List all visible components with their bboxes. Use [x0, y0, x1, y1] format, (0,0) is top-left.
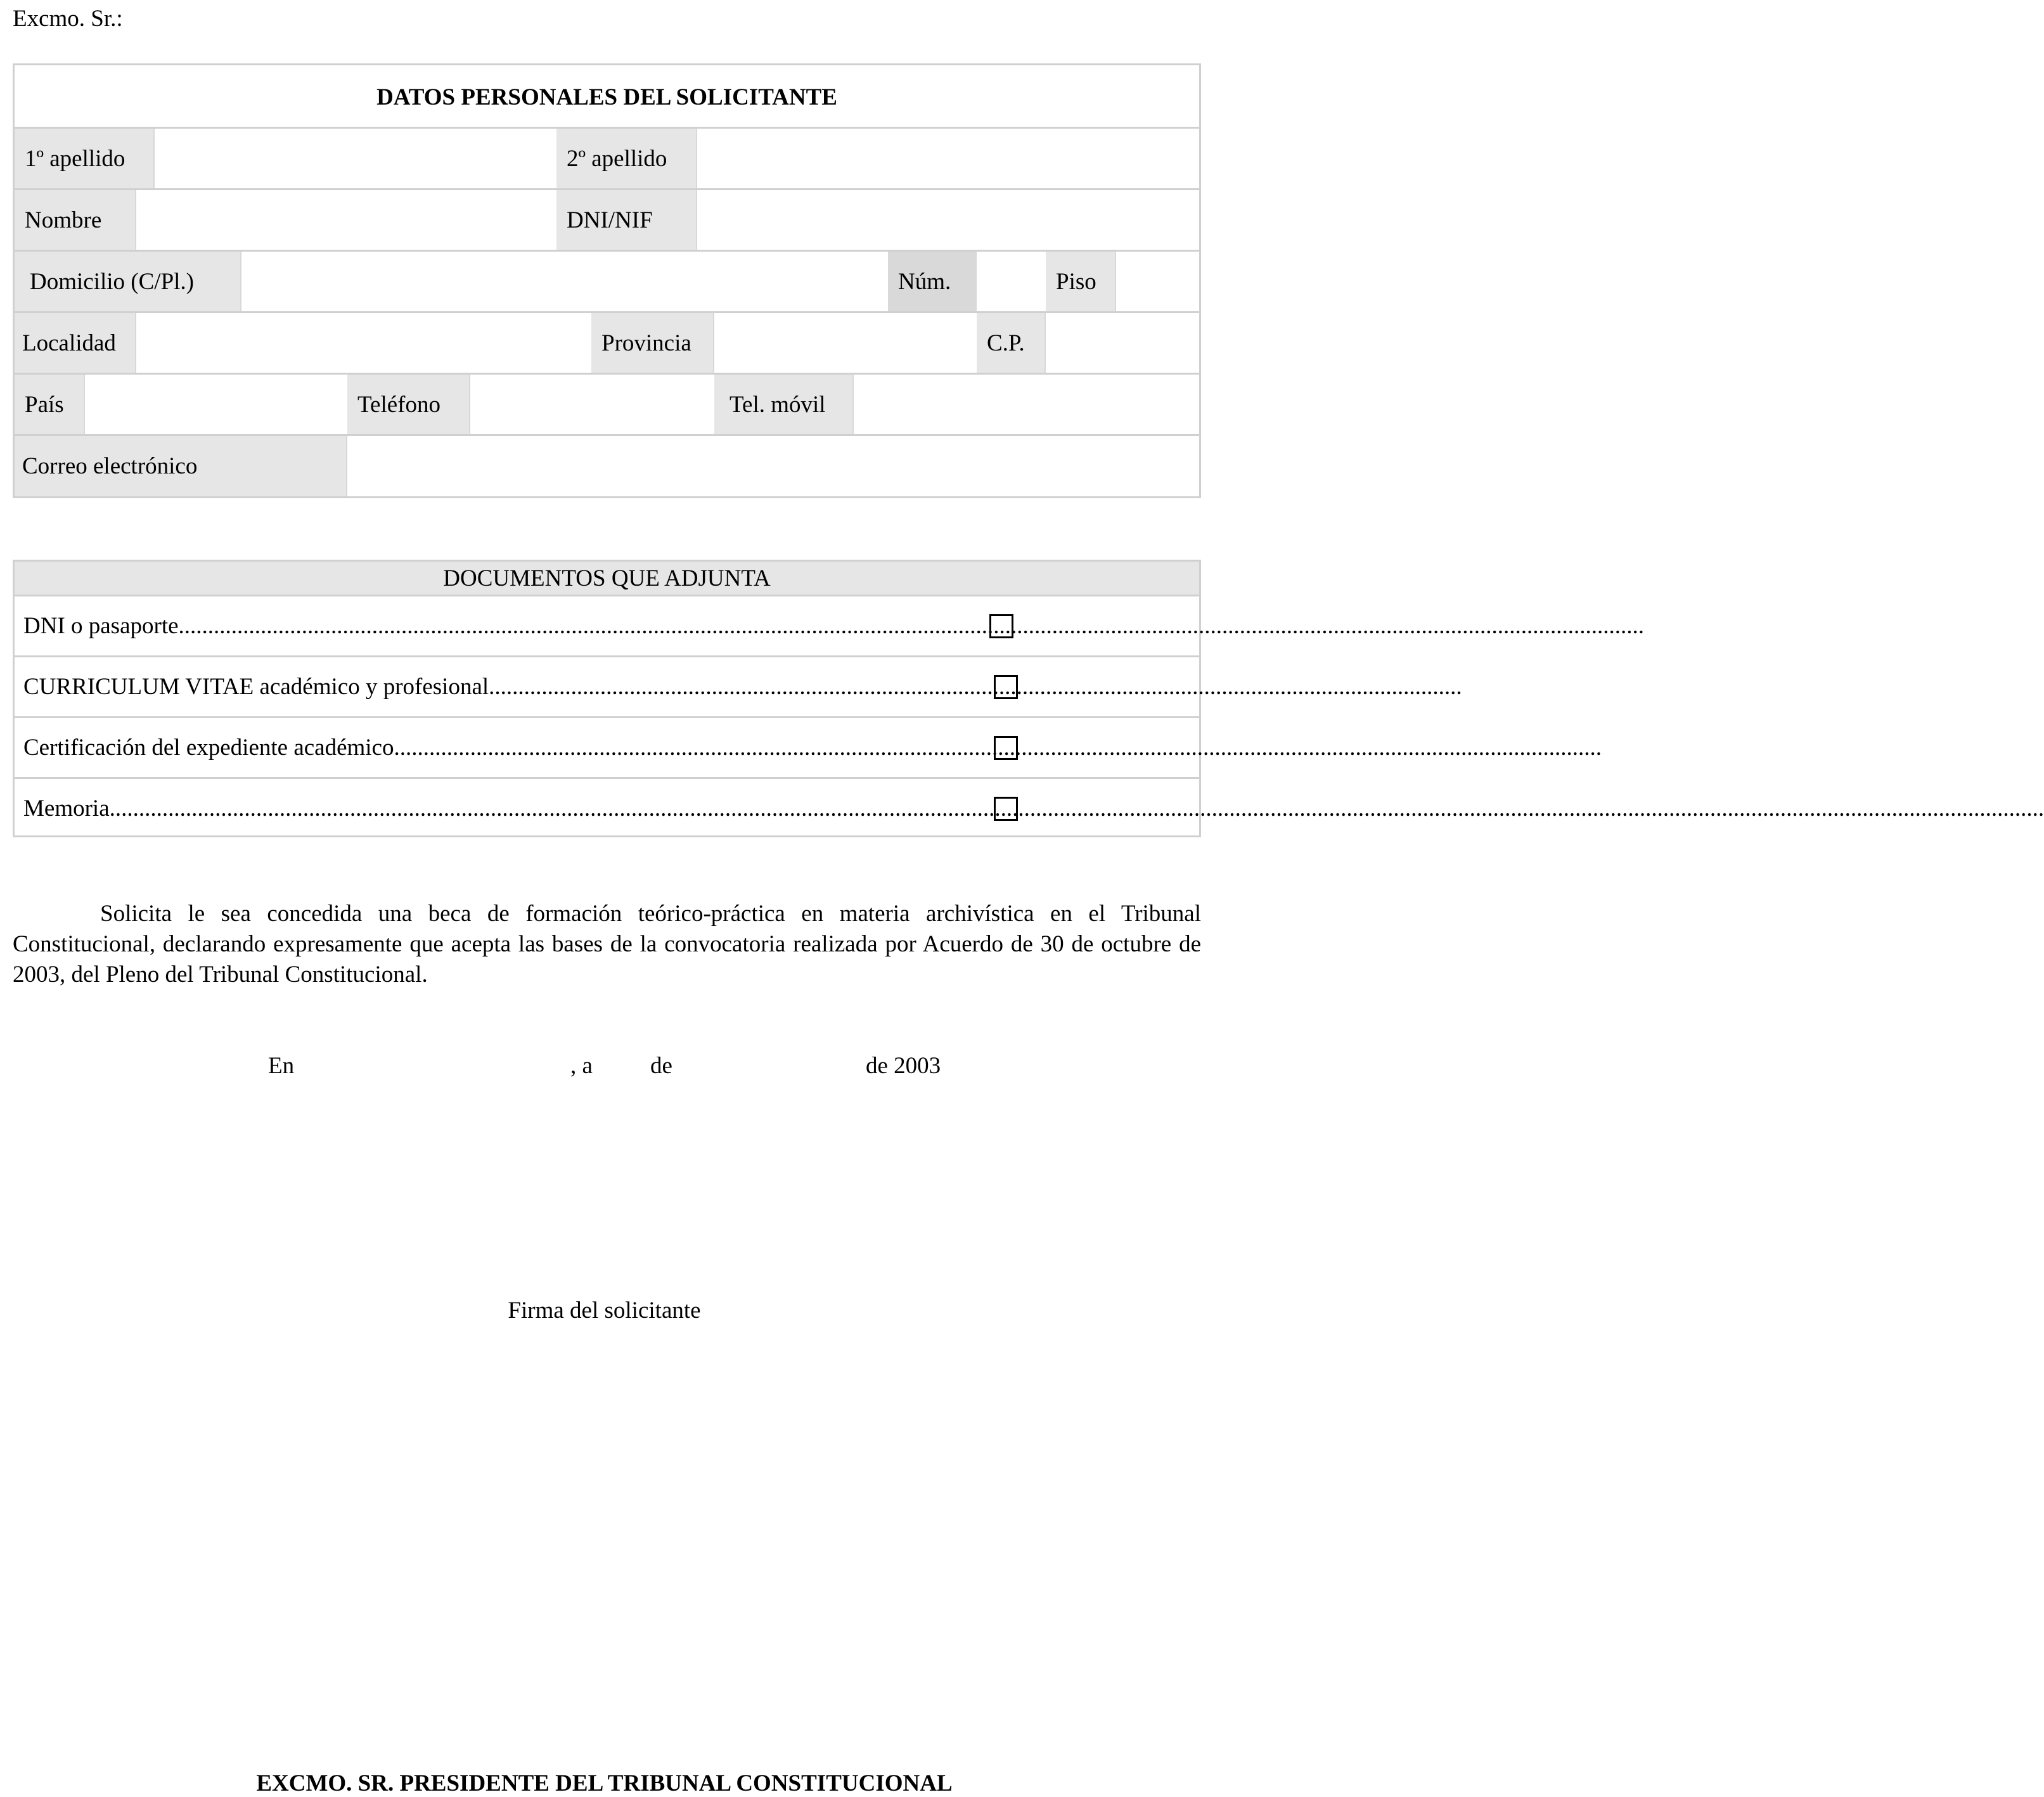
document-label: DNI o pasaporte [23, 613, 179, 639]
field-domicilio[interactable] [241, 252, 888, 311]
label-nombre: Nombre [15, 190, 136, 250]
row-address [15, 250, 1199, 311]
label-correo: Correo electrónico [15, 436, 347, 496]
label-domicilio: Domicilio (C/Pl.) [15, 252, 241, 311]
document-item [15, 777, 2044, 838]
field-correo[interactable] [347, 436, 1199, 496]
place-en: En [268, 1053, 295, 1079]
document-item [15, 595, 1645, 655]
field-telefono[interactable] [470, 375, 714, 434]
signature-label: Firma del solicitante [508, 1298, 701, 1324]
row-email [15, 434, 1199, 496]
dot-leader: ...................................................................................................................................................................... [489, 674, 1462, 700]
field-piso[interactable] [1116, 252, 1199, 311]
dot-leader: .......................................................................................................................................................................................................................................................................................................................................... [109, 795, 2044, 821]
label-apellido2: 2º apellido [556, 129, 697, 188]
date-a: , a [570, 1053, 593, 1079]
checkbox-memoria[interactable] [994, 797, 1018, 821]
field-apellido1[interactable] [155, 129, 556, 188]
field-dni[interactable] [697, 190, 1199, 250]
date-de: de [650, 1053, 672, 1079]
field-apellido2[interactable] [697, 129, 1199, 188]
checkbox-dni[interactable] [989, 614, 1013, 638]
field-localidad[interactable] [136, 313, 591, 373]
label-dni: DNI/NIF [556, 190, 697, 250]
personal-data-table [13, 63, 1201, 498]
label-movil: Tel. móvil [714, 375, 854, 434]
documents-title: DOCUMENTOS QUE ADJUNTA [15, 562, 1199, 595]
label-piso: Piso [1046, 252, 1116, 311]
document-item [15, 655, 1462, 716]
checkbox-certificacion[interactable] [994, 736, 1018, 760]
label-apellido1: 1º apellido [15, 129, 155, 188]
field-nombre[interactable] [136, 190, 556, 250]
row-phones [15, 373, 1199, 434]
row-name [15, 188, 1199, 250]
date-year: de 2003 [866, 1053, 941, 1079]
documents-table [13, 560, 2044, 837]
label-cp: C.P. [977, 313, 1046, 373]
row-locality [15, 311, 1199, 373]
addressee: EXCMO. SR. PRESIDENTE DEL TRIBUNAL CONSTITUCIONAL [256, 1770, 953, 1796]
field-movil[interactable] [854, 375, 1199, 434]
personal-data-title: DATOS PERSONALES DEL SOLICITANTE [376, 84, 837, 110]
label-num: Núm. [888, 252, 977, 311]
dot-leader: .......................................................................................................................................................................................................................................................... [178, 613, 1645, 639]
label-telefono: Teléfono [347, 375, 470, 434]
label-localidad: Localidad [15, 313, 136, 373]
document-label: Memoria [23, 795, 110, 821]
row-surnames [15, 127, 1199, 188]
dot-leader: .............................................................................................................................................................................................................. [394, 735, 1602, 761]
field-cp[interactable] [1046, 313, 1199, 373]
field-provincia[interactable] [714, 313, 977, 373]
request-paragraph: Solicita le sea concedida una beca de formación teórico-práctica en materia archivística en el Tribunal Constitucional, declarando expresamente que acepta las bases de la convocatoria realizada por Acuerdo de 30 de octubre de 2003, del Pleno del Tribunal Constitucional. [13, 901, 1201, 988]
label-pais: País [15, 375, 85, 434]
salutation: Excmo. Sr.: [13, 6, 123, 32]
checkbox-cv[interactable] [994, 675, 1018, 699]
document-label: Certificación del expediente académico [23, 735, 394, 761]
field-pais[interactable] [85, 375, 347, 434]
document-label: CURRICULUM VITAE académico y profesional [23, 674, 489, 700]
label-provincia: Provincia [591, 313, 714, 373]
document-item [15, 716, 1602, 777]
field-num[interactable] [977, 252, 1046, 311]
